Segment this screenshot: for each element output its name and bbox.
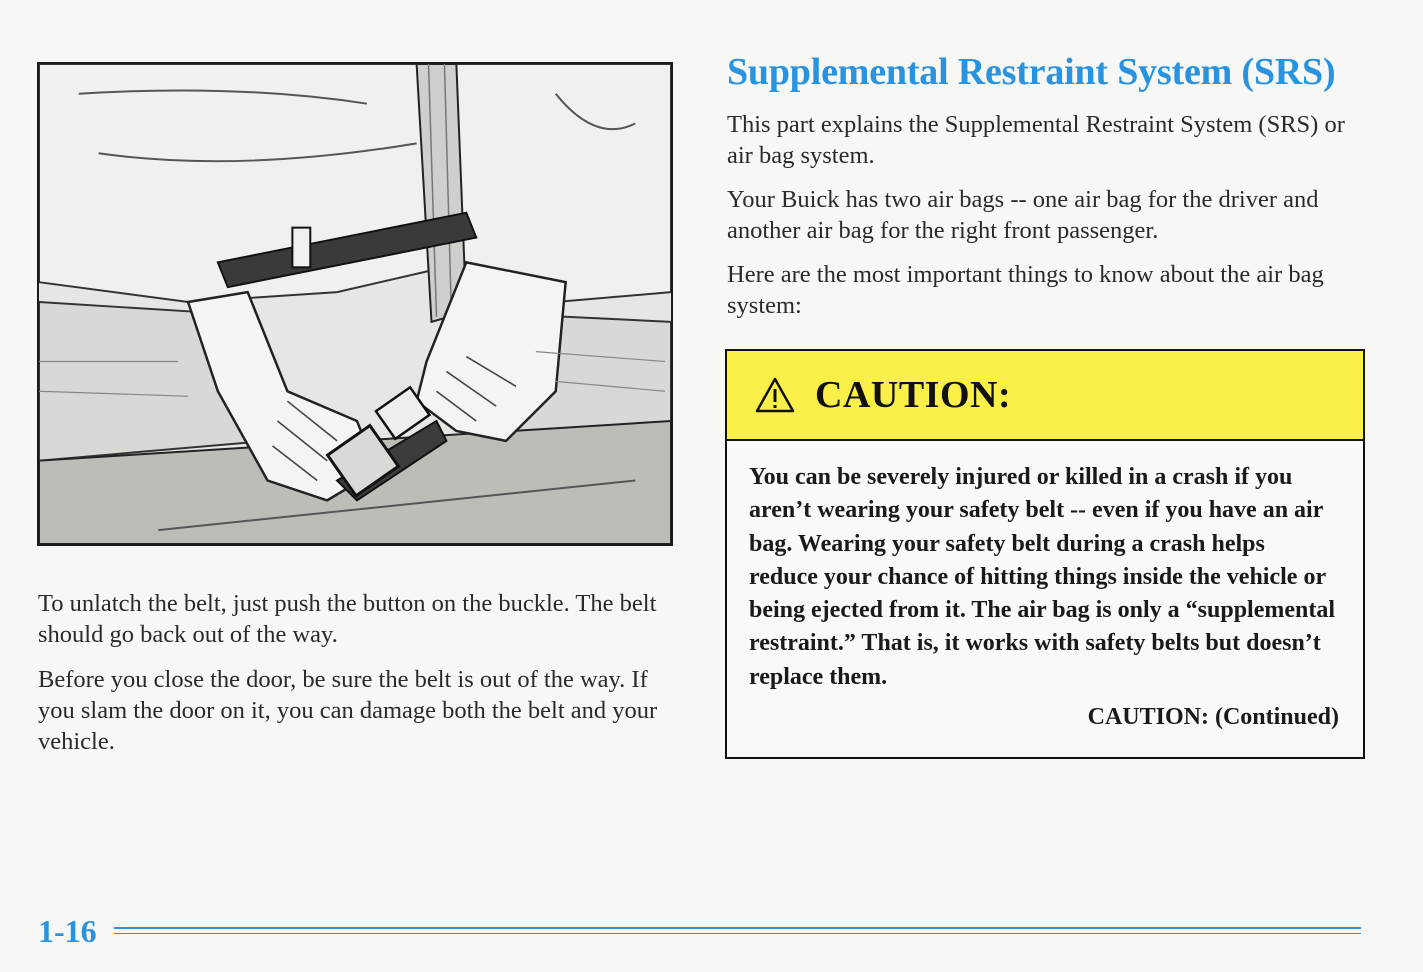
paragraph: Here are the most important things to know about the air bag system: [727,261,1324,319]
caution-continued: CAUTION: (Continued) [1087,704,1339,731]
caution-heading: CAUTION: [815,374,1012,416]
caution-box [725,349,1365,759]
section-title: Supplemental Restraint System (SRS) [727,51,1336,93]
paragraph: This part explains the Supplemental Restraint System (SRS) or air bag system. [727,111,1345,169]
caution-body [727,441,1363,734]
seat-belt-illustration [37,62,673,546]
paragraph: Your Buick has two air bags -- one air bag for the driver and another air bag for the right front passenger. [727,186,1319,244]
footer-rule [114,927,1361,934]
warning-triangle-icon [755,377,795,413]
right-column-text [727,109,1367,334]
page-number: 1-16 [38,913,97,949]
buckle-drawing [39,64,671,544]
caution-header [727,351,1363,441]
paragraph: To unlatch the belt, just push the button on the buckle. The belt should go back out of the way. [38,590,657,648]
left-column-text [38,588,678,771]
caution-text: You can be severely injured or killed in a crash if you aren’t wearing your safety belt -- even if you have an air bag. Wearing your safety belt during a crash helps reduce your chance of hitting things inside the vehicle or being ejected from it. The air bag is only a “supplemental restraint.” That is, it works with safety belts but doesn’t replace them. [749,464,1336,690]
paragraph: Before you close the door, be sure the belt is out of the way. If you slam the door on it, you can damage both the belt and your vehicle. [38,666,658,755]
